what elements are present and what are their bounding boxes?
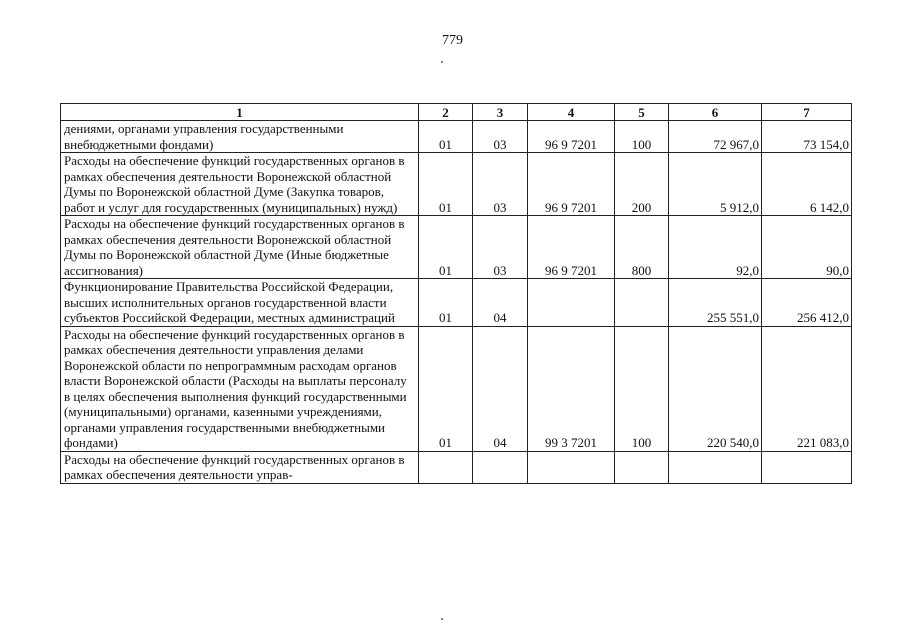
amount-col-6: 5 912,0 [669, 153, 762, 216]
expense-name-text: Расходы на обеспечение функций государственных органов в рамках обеспечения деятельности управ- [64, 451, 405, 482]
budget-table [60, 103, 852, 484]
amount-col-7: 6 142,0 [762, 153, 852, 216]
column-header: 4 [528, 104, 615, 121]
expense-type-code [615, 279, 669, 327]
subsection-code [473, 451, 528, 483]
expense-name [61, 451, 419, 483]
section-code [419, 451, 473, 483]
expense-type-code [615, 451, 669, 483]
section-code: 01 [419, 326, 473, 451]
table-row [61, 216, 852, 279]
subsection-code: 03 [473, 216, 528, 279]
target-article-code: 99 3 7201 [528, 326, 615, 451]
expense-name: Расходы на обеспечение функций государственных органов в рамках обеспечения деятельности Воронежской областной Думы по Воронежской областной Думе (Закупка товаров, работ и услуг для государственных (муниципальных) нужд) [61, 153, 419, 216]
subsection-code: 03 [473, 153, 528, 216]
section-code: 01 [419, 279, 473, 327]
table-row [61, 121, 852, 153]
column-header: 7 [762, 104, 852, 121]
section-code: 01 [419, 216, 473, 279]
expense-type-code: 800 [615, 216, 669, 279]
table-row [61, 279, 852, 327]
page-number: 779 [442, 33, 463, 48]
amount-col-6: 72 967,0 [669, 121, 762, 153]
table-row [61, 326, 852, 451]
amount-col-6: 255 551,0 [669, 279, 762, 327]
expense-name: Расходы на обеспечение функций государственных органов в рамках обеспечения деятельности управления делами Воронежской области по непрограммным расходам органов власти Воронежской области (Расходы на выплаты персоналу в целях обеспечения выполнения функций государственными (муниципальными) органами, казенными учреждениями, органами управления государственными внебюджетными фондами) [61, 326, 419, 451]
section-code: 01 [419, 121, 473, 153]
table-row [61, 451, 852, 483]
amount-col-7: 256 412,0 [762, 279, 852, 327]
expense-name: дениями, органами управления государственными внебюджетными фондами) [61, 121, 419, 153]
column-header: 1 [61, 104, 419, 121]
header-row [61, 104, 852, 121]
amount-col-7: 90,0 [762, 216, 852, 279]
column-header: 5 [615, 104, 669, 121]
expense-type-code: 200 [615, 153, 669, 216]
target-article-code: 96 9 7201 [528, 153, 615, 216]
expense-name: Расходы на обеспечение функций государственных органов в рамках обеспечения деятельности Воронежской областной Думы по Воронежской областной Думе (Иные бюджетные ассигнования) [61, 216, 419, 279]
expense-name: Функционирование Правительства Российской Федерации, высших исполнительных органов государственной власти субъектов Российской Федерации, местных администраций [61, 279, 419, 327]
amount-col-7: 221 083,0 [762, 326, 852, 451]
amount-col-7: 73 154,0 [762, 121, 852, 153]
amount-col-6 [669, 451, 762, 483]
column-header: 3 [473, 104, 528, 121]
subsection-code: 03 [473, 121, 528, 153]
scan-speck [441, 61, 443, 63]
target-article-code: 96 9 7201 [528, 216, 615, 279]
expense-type-code: 100 [615, 121, 669, 153]
section-code: 01 [419, 153, 473, 216]
scan-speck [441, 618, 443, 620]
amount-col-7 [762, 451, 852, 483]
target-article-code: 96 9 7201 [528, 121, 615, 153]
column-header: 2 [419, 104, 473, 121]
expense-type-code: 100 [615, 326, 669, 451]
target-article-code [528, 279, 615, 327]
amount-col-6: 220 540,0 [669, 326, 762, 451]
subsection-code: 04 [473, 279, 528, 327]
amount-col-6: 92,0 [669, 216, 762, 279]
column-header: 6 [669, 104, 762, 121]
table-row [61, 153, 852, 216]
target-article-code [528, 451, 615, 483]
subsection-code: 04 [473, 326, 528, 451]
